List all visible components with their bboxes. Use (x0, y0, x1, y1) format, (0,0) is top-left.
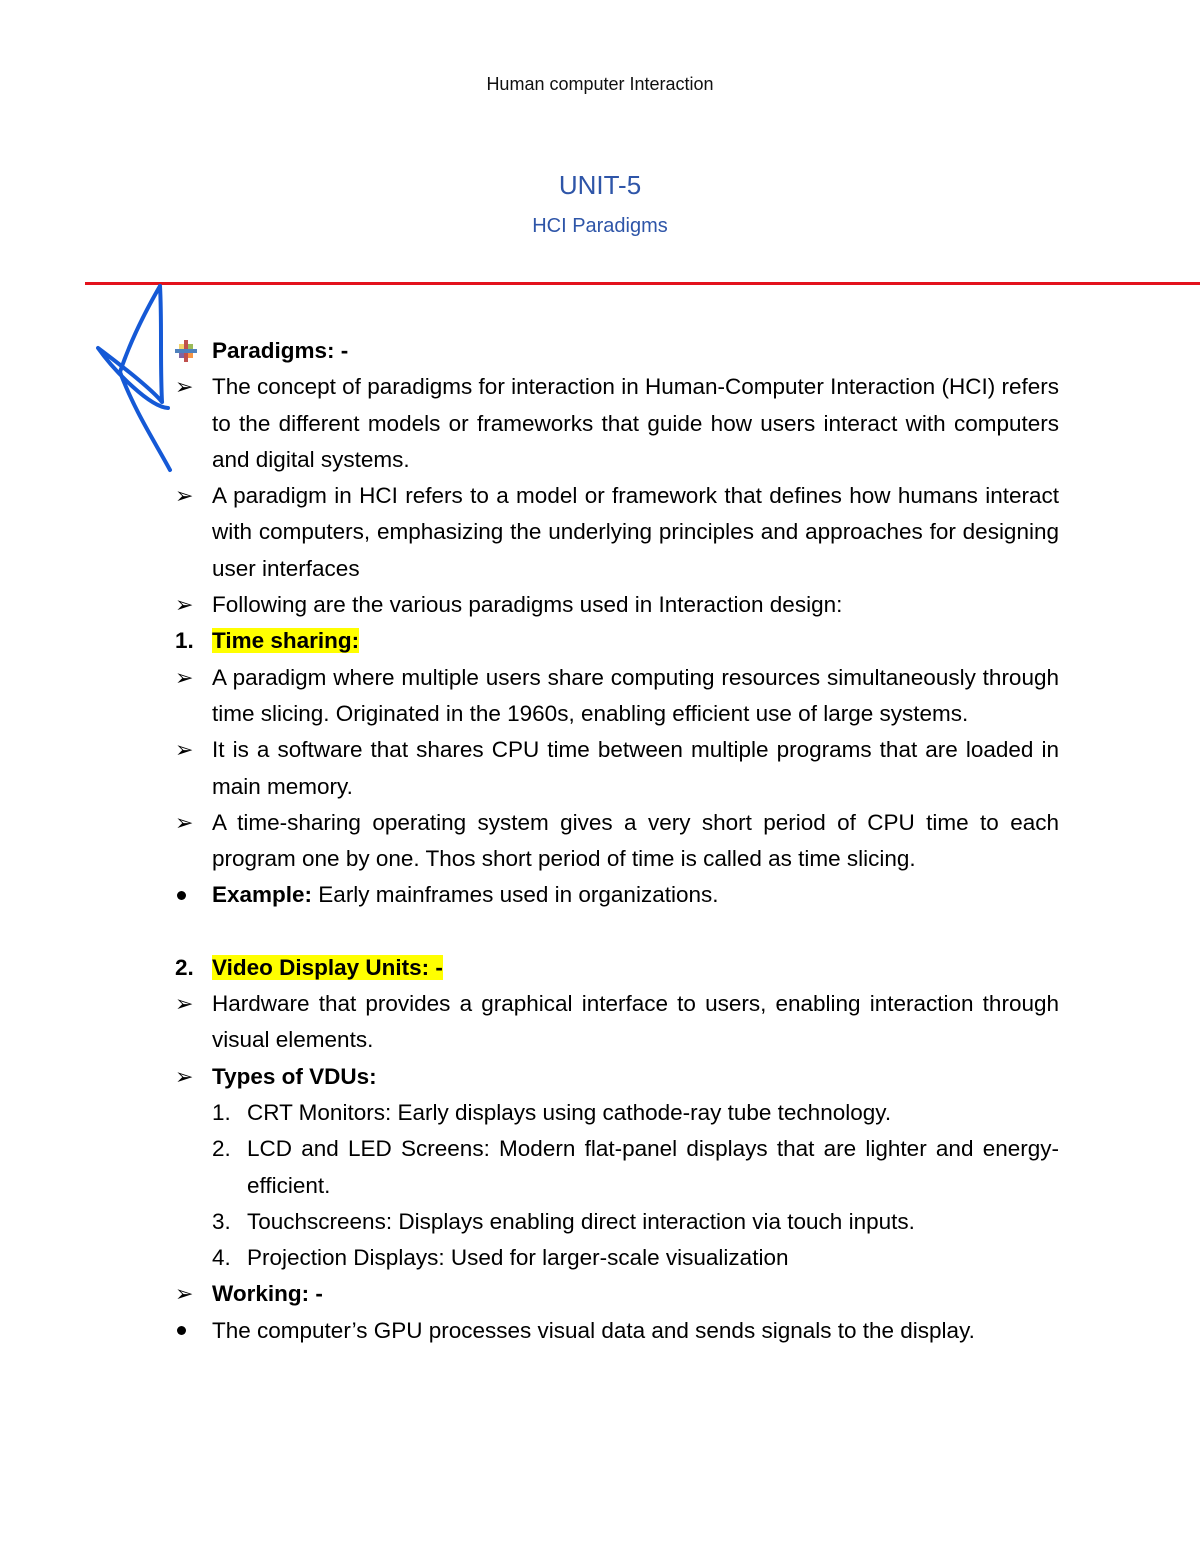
list-item (175, 587, 1059, 623)
point-text: Hardware that provides a graphical interface to users, enabling interaction through visual elements. (212, 991, 1059, 1053)
list-item (175, 1313, 1059, 1349)
arrow-bullet-icon: ➢ (175, 592, 194, 618)
arrow-bullet-icon: ➢ (175, 1281, 194, 1307)
paradigms-heading: Paradigms: - (212, 338, 349, 363)
section-number: 2. (175, 954, 194, 980)
section-2-heading: Video Display Units: - (212, 954, 443, 980)
item-text: LCD and LED Screens: Modern flat-panel displays that are lighter and energy-efficient. (247, 1136, 1059, 1198)
working-text: The computer’s GPU processes visual data and sends signals to the display. (212, 1317, 975, 1343)
item-text: Touchscreens: Displays enabling direct interaction via touch inputs. (247, 1208, 915, 1234)
title-divider (85, 282, 1200, 285)
types-heading: Types of VDUs: (212, 1063, 377, 1089)
intro-text: Following are the various paradigms used in Interaction design: (212, 592, 843, 618)
dot-bullet-icon (175, 1313, 205, 1349)
section-2-heading-row (175, 950, 1059, 986)
list-item (175, 1059, 1059, 1095)
list-item (175, 805, 1059, 878)
document-body (175, 333, 1059, 1349)
list-item (175, 732, 1059, 805)
list-item (175, 1276, 1059, 1312)
item-text: CRT Monitors: Early displays using cathode-ray tube technology. (247, 1099, 892, 1125)
intro-text: The concept of paradigms for interaction in Human-Computer Interaction (HCI) refers to the different models or frameworks that guide how users interact with computers and digital systems. (212, 374, 1059, 472)
list-item (175, 660, 1059, 733)
numbered-item (175, 1240, 1059, 1276)
paradigms-heading-row (175, 333, 1059, 369)
pen-annotation-icon (90, 282, 185, 482)
item-number: 2. (212, 1136, 231, 1162)
point-text: A paradigm where multiple users share computing resources simultaneously through time slicing. Originated in the 1960s, enabling efficient use of large systems. (212, 664, 1059, 726)
item-number: 3. (212, 1208, 231, 1234)
point-text: A time-sharing operating system gives a very short period of CPU time to each program one by one. Thos short period of time is called as time slicing. (212, 809, 1059, 872)
section-1-heading-row (175, 623, 1059, 659)
item-number: 1. (212, 1099, 231, 1125)
arrow-bullet-icon: ➢ (175, 664, 194, 690)
numbered-item (175, 1204, 1059, 1240)
example-text: Early mainframes used in organizations. (312, 882, 719, 908)
arrow-bullet-icon: ➢ (175, 991, 194, 1017)
example-row (175, 877, 1059, 913)
running-header: Human computer Interaction (486, 74, 714, 94)
section-1-heading: Time sharing: (212, 628, 360, 654)
point-text: It is a software that shares CPU time between multiple programs that are loaded in main memory. (212, 737, 1059, 799)
item-number: 4. (212, 1245, 231, 1271)
dot-bullet-icon (175, 877, 205, 913)
numbered-item (175, 1131, 1059, 1204)
four-color-bullet-icon (175, 340, 197, 362)
arrow-bullet-icon: ➢ (175, 737, 194, 763)
arrow-bullet-icon: ➢ (175, 1063, 194, 1089)
arrow-bullet-icon: ➢ (175, 809, 194, 835)
arrow-bullet-icon: ➢ (175, 374, 194, 400)
arrow-bullet-icon: ➢ (175, 483, 194, 509)
section-number: 1. (175, 628, 194, 654)
intro-text: A paradigm in HCI refers to a model or framework that defines how humans interact with computers, emphasizing the underlying principles and approaches for designing user interfaces (212, 483, 1059, 581)
unit-topic: HCI Paradigms (532, 215, 668, 237)
list-item (175, 986, 1059, 1059)
example-label: Example: (212, 882, 313, 908)
list-item (175, 478, 1059, 587)
unit-title: UNIT-5 (558, 170, 642, 200)
numbered-item (175, 1095, 1059, 1131)
list-item (175, 369, 1059, 478)
item-text: Projection Displays: Used for larger-scale visualization (247, 1245, 789, 1271)
working-heading: Working: - (212, 1281, 323, 1307)
